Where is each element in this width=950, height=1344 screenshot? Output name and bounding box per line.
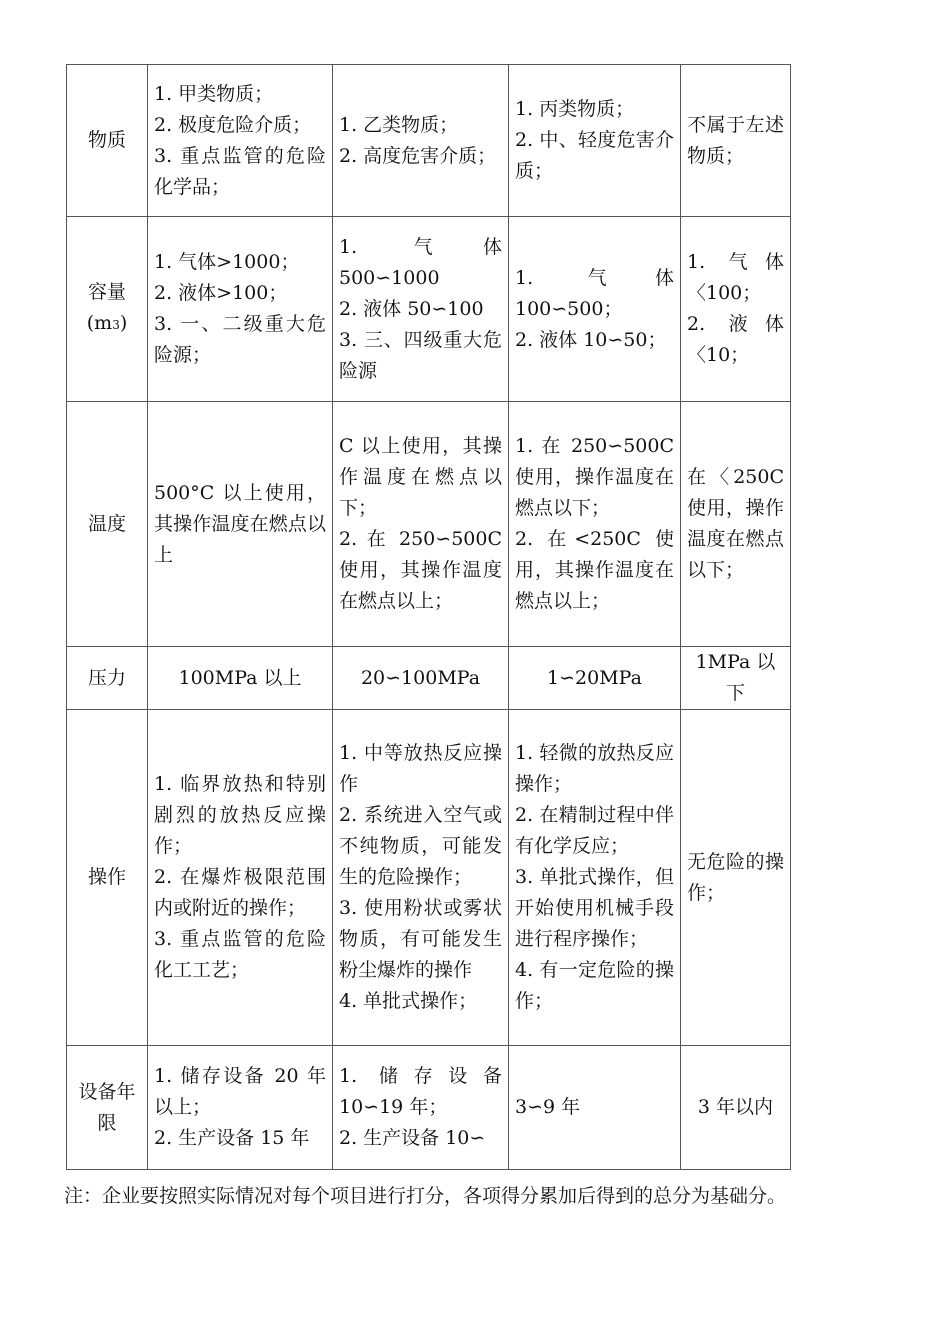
cell-line: 100MPa 以上 [178, 666, 302, 689]
cell-temperature-level-2 [333, 402, 509, 647]
cell-temperature-level-3 [509, 402, 681, 647]
cell-line: 无危险的操作； [687, 850, 784, 904]
cell-equipment-age-level-2 [333, 1046, 509, 1170]
cell-line: 2. 生产设备 10∽ [339, 1127, 486, 1149]
cell-line: 3. 重点监管的危险化工工艺； [154, 928, 326, 981]
cell-line: 3. 单批式操作，但开始使用机械手段进行程序操作； [515, 866, 674, 950]
cell-line: 1. 乙类物质； [339, 113, 459, 136]
cell-line: 2. 液体 10∽50； [515, 328, 667, 351]
row-label-capacity [67, 217, 148, 402]
cell-line: 2. 液体 50∽100 [339, 297, 484, 320]
cell-line: 2. 高度危害介质； [339, 144, 497, 167]
cell-equipment-age-level-4 [681, 1046, 791, 1170]
cell-line: 2. 在 250∽500C 使用，其操作温度在燃点以上； [339, 528, 502, 612]
cell-line: 1. 气体 100∽500； [515, 266, 674, 320]
cell-line: 1. 临界放热和特别剧烈的放热反应操作； [154, 773, 326, 857]
cell-line: 3. 重点监管的危险化学品； [154, 144, 326, 198]
cell-line: 20∽100MPa [360, 666, 481, 689]
cell-line: 4. 单批式操作； [339, 990, 478, 1012]
cell-capacity-level-2 [333, 217, 509, 402]
cell-substance-level-3 [509, 65, 681, 217]
unit-open: (m [86, 312, 113, 334]
row-label-substance: 物质 [67, 65, 148, 217]
footnote-text: 注：企业要按照实际情况对每个项目进行打分，各项得分累加后得到的总分为基础分。 [64, 1185, 787, 1207]
cell-line: 2. 液体〈10； [687, 313, 784, 366]
cell-operation-level-3 [509, 710, 681, 1046]
cell-line: 1. 甲类物质； [154, 82, 274, 105]
unit-sub: 3 [112, 318, 120, 332]
cell-operation-level-2 [333, 710, 509, 1046]
cell-line: 3 年以内 [697, 1096, 774, 1118]
cell-pressure-level-4 [681, 647, 791, 710]
cell-equipment-age-level-3 [509, 1046, 681, 1170]
cell-line: 1MPa 以下 [695, 651, 776, 704]
cell-temperature-level-1 [148, 402, 333, 647]
cell-line: 1. 气体〈100； [687, 251, 784, 304]
table-row-equipment-age [67, 1046, 791, 1170]
cell-line: 2. 在爆炸极限范围内或附近的操作； [154, 866, 326, 919]
unit-close: ) [119, 312, 128, 334]
cell-line: 2. 在<250C 使用，其操作温度在燃点以上； [515, 528, 674, 612]
cell-line: 1. 储存设备 10∽19 年； [339, 1065, 502, 1118]
cell-line: 1. 气体 500∽1000 [339, 235, 502, 289]
table-row-temperature [67, 402, 791, 647]
cell-line: 1∽20MPa [547, 666, 642, 689]
table-row-capacity [67, 217, 791, 402]
cell-line: 1. 丙类物质； [515, 98, 635, 120]
cell-line: 3. 使用粉状或雾状物质，有可能发生粉尘爆炸的操作 [339, 897, 502, 981]
cell-temperature-level-4 [681, 402, 791, 647]
cell-line: C 以上使用，其操作温度在燃点以下； [339, 435, 502, 519]
cell-operation-level-1 [148, 710, 333, 1046]
cell-line: 在〈250C 使用，操作温度在燃点以下； [687, 466, 784, 581]
footnote [64, 1180, 864, 1212]
cell-operation-level-4 [681, 710, 791, 1046]
cell-line: 1. 轻微的放热反应操作； [515, 742, 674, 795]
cell-substance-level-1 [148, 65, 333, 217]
cell-line: 1. 储存设备 20 年以上； [154, 1065, 326, 1118]
cell-line: 3. 三、四级重大危险源 [339, 328, 502, 382]
cell-line: 3∽9 年 [515, 1096, 581, 1118]
capacity-label: 容量 [87, 281, 126, 303]
cell-line: 3. 一、二级重大危险源； [154, 313, 326, 366]
cell-line: 2. 系统进入空气或不纯物质，可能发生的危险操作； [339, 804, 502, 888]
cell-line: 2. 中、轻度危害介质； [515, 129, 674, 182]
cell-line: 1. 中等放热反应操作 [339, 742, 502, 795]
cell-equipment-age-level-1 [148, 1046, 333, 1170]
cell-capacity-level-1 [148, 217, 333, 402]
hazard-rating-table [66, 64, 791, 1170]
cell-line: 500°C 以上使用，其操作温度在燃点以上 [154, 481, 326, 566]
cell-line: 1. 气体>1000； [154, 251, 300, 273]
cell-line: 2. 极度危险介质； [154, 113, 312, 136]
cell-substance-level-2 [333, 65, 509, 217]
table-row-substance [67, 65, 791, 217]
capacity-unit [73, 308, 141, 341]
row-label-pressure: 压力 [67, 647, 148, 710]
row-label-temperature: 温度 [67, 402, 148, 647]
cell-pressure-level-3 [509, 647, 681, 710]
cell-line: 不属于左述物质； [687, 113, 784, 167]
row-label-equipment-age: 设备年限 [67, 1046, 148, 1170]
cell-pressure-level-1 [148, 647, 333, 710]
cell-pressure-level-2 [333, 647, 509, 710]
cell-line: 2. 生产设备 15 年 [154, 1127, 310, 1149]
cell-line: 2. 液体>100； [154, 282, 288, 304]
cell-capacity-level-4 [681, 217, 791, 402]
row-label-operation: 操作 [67, 710, 148, 1046]
cell-capacity-level-3 [509, 217, 681, 402]
cell-line: 1. 在 250∽500C 使用，操作温度在燃点以下； [515, 435, 674, 519]
table-row-operation [67, 710, 791, 1046]
cell-line: 4. 有一定危险的操作； [515, 959, 674, 1012]
cell-line: 2. 在精制过程中伴有化学反应； [515, 804, 674, 857]
table-row-pressure [67, 647, 791, 710]
cell-substance-level-4 [681, 65, 791, 217]
